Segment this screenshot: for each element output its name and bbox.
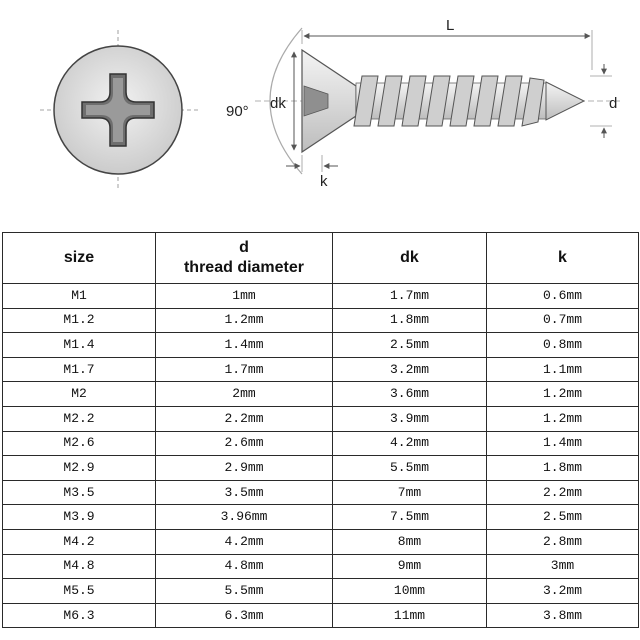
cell-d: 6.3mm: [156, 603, 333, 628]
cell-d: 2.2mm: [156, 406, 333, 431]
cell-dk: 3.6mm: [333, 382, 487, 407]
header-head-height: k: [487, 233, 639, 284]
screw-tip: [546, 82, 584, 120]
table-row: [3, 308, 639, 333]
cell-size: M3.9: [3, 505, 156, 530]
thread-diameter-label: d: [609, 95, 618, 112]
head-diameter-label: dk: [270, 95, 286, 112]
screw-drawing-svg: [0, 0, 640, 228]
cell-k: 0.7mm: [487, 308, 639, 333]
cell-k: 1.2mm: [487, 406, 639, 431]
cell-dk: 2.5mm: [333, 333, 487, 358]
table-row: [3, 284, 639, 309]
length-label: L: [446, 17, 455, 34]
cell-d: 1mm: [156, 284, 333, 309]
header-size: size: [3, 233, 156, 284]
cell-dk: 9mm: [333, 554, 487, 579]
cell-dk: 1.8mm: [333, 308, 487, 333]
table-row: [3, 505, 639, 530]
table-row: [3, 406, 639, 431]
cell-k: 1.1mm: [487, 357, 639, 382]
table-row: [3, 480, 639, 505]
screw-side-view: [255, 28, 620, 174]
table-header-row: [3, 233, 639, 284]
table-row: [3, 456, 639, 481]
cell-d: 2.9mm: [156, 456, 333, 481]
cell-size: M2.6: [3, 431, 156, 456]
cell-size: M6.3: [3, 603, 156, 628]
angle-label: 90°: [226, 103, 249, 120]
header-d-description: thread diameter: [183, 259, 305, 276]
cell-size: M1.7: [3, 357, 156, 382]
cell-d: 3.5mm: [156, 480, 333, 505]
cell-k: 3.8mm: [487, 603, 639, 628]
table-row: [3, 529, 639, 554]
cell-size: M2: [3, 382, 156, 407]
header-head-diameter: dk: [333, 233, 487, 284]
head-height-label: k: [320, 173, 328, 190]
cell-d: 1.2mm: [156, 308, 333, 333]
cell-size: M1.2: [3, 308, 156, 333]
cell-d: 1.4mm: [156, 333, 333, 358]
cell-d: 1.7mm: [156, 357, 333, 382]
cell-k: 1.2mm: [487, 382, 639, 407]
screw-size-table: [2, 232, 639, 628]
cell-size: M4.8: [3, 554, 156, 579]
cell-dk: 8mm: [333, 529, 487, 554]
cell-dk: 11mm: [333, 603, 487, 628]
cell-d: 5.5mm: [156, 579, 333, 604]
cell-dk: 7.5mm: [333, 505, 487, 530]
cell-d: 4.2mm: [156, 529, 333, 554]
cell-dk: 1.7mm: [333, 284, 487, 309]
screw-head-top-view: [40, 30, 200, 190]
table-row: [3, 382, 639, 407]
cell-d: 3.96mm: [156, 505, 333, 530]
cell-size: M5.5: [3, 579, 156, 604]
table-row: [3, 357, 639, 382]
screw-technical-drawing: [0, 0, 640, 228]
cell-k: 2.5mm: [487, 505, 639, 530]
cell-dk: 3.2mm: [333, 357, 487, 382]
cell-d: 2.6mm: [156, 431, 333, 456]
cell-k: 3mm: [487, 554, 639, 579]
table-row: [3, 603, 639, 628]
cell-k: 1.8mm: [487, 456, 639, 481]
cell-d: 4.8mm: [156, 554, 333, 579]
cell-size: M2.2: [3, 406, 156, 431]
cell-size: M4.2: [3, 529, 156, 554]
cell-dk: 3.9mm: [333, 406, 487, 431]
cell-size: M2.9: [3, 456, 156, 481]
cell-k: 0.8mm: [487, 333, 639, 358]
header-thread-diameter: [156, 233, 333, 284]
cell-size: M3.5: [3, 480, 156, 505]
table-row: [3, 554, 639, 579]
cell-dk: 4.2mm: [333, 431, 487, 456]
cell-dk: 10mm: [333, 579, 487, 604]
table-row: [3, 431, 639, 456]
cell-k: 0.6mm: [487, 284, 639, 309]
cell-k: 3.2mm: [487, 579, 639, 604]
cell-d: 2mm: [156, 382, 333, 407]
table-body: [3, 284, 639, 628]
cell-dk: 5.5mm: [333, 456, 487, 481]
header-d-symbol: d: [239, 239, 249, 256]
table-row: [3, 579, 639, 604]
cell-k: 2.8mm: [487, 529, 639, 554]
cell-size: M1: [3, 284, 156, 309]
cell-k: 1.4mm: [487, 431, 639, 456]
cell-size: M1.4: [3, 333, 156, 358]
cell-k: 2.2mm: [487, 480, 639, 505]
cell-dk: 7mm: [333, 480, 487, 505]
table-row: [3, 333, 639, 358]
